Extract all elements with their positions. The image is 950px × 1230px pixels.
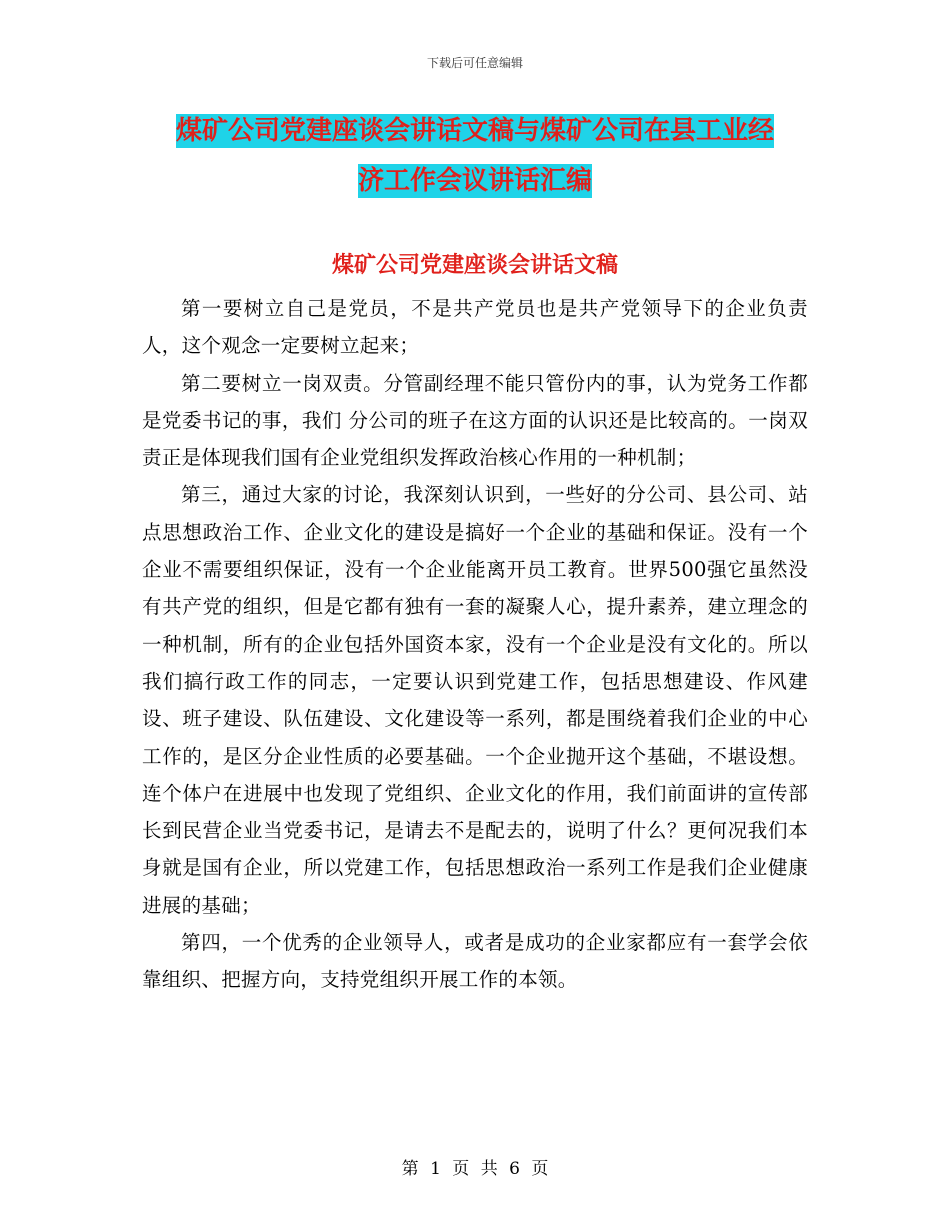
paragraph-3: 第三，通过大家的讨论，我深刻认识到，一些好的分公司、县公司、站点思想政治工作、企业文化的建设是搞好一个企业的基础和保证。没有一个企业不需要组织保证，没有一个企业能离开员工教育。世界500强它虽然没有共产党的组织，但是它都有独有一套的凝聚人心，提升素养，建立理念的一种机制，所有的企业包括外国资本家，没有一个企业是没有文化的。所以我们搞行政工作的同志，一定要认识到党建工作，包括思想建设、作风建设、班子建设、队伍建设、文化建设等一系列，都是围绕着我们企业的中心工作的，是区分企业性质的必要基础。一个企业抛开这个基础，不堪设想。连个体户在进展中也发现了党组织、企业文化的作用，我们前面讲的宣传部长到民营企业当党委书记，是请去不是配去的，说明了什么？更何况我们本身就是国有企业，所以党建工作，包括思想政治一系列工作是我们企业健康进展的基础；	[142, 483, 808, 917]
document-title	[140, 106, 810, 206]
section-title: 煤矿公司党建座谈会讲话文稿	[331, 253, 618, 278]
header-note: 下载后可任意编辑	[426, 56, 523, 70]
paragraph-4: 第四，一个优秀的企业领导人，或者是成功的企业家都应有一套学会依靠组织、把握方向，支持党组织开展工作的本领。	[142, 931, 808, 992]
body-text	[142, 290, 808, 999]
paragraph-1: 第一要树立自己是党员，不是共产党员也是共产党领导下的企业负责人，这个观念一定要树立起来；	[142, 297, 808, 358]
page-footer: 第 1 页 共 6 页	[401, 1159, 549, 1179]
document-title-line-1: 煤矿公司党建座谈会讲话文稿与煤矿公司在县工业经	[175, 116, 774, 146]
document-title-line-2: 济工作会议讲话汇编	[357, 166, 592, 196]
paragraph-2: 第二要树立一岗双责。分管副经理不能只管份内的事，认为党务工作都是党委书记的事，我们 分公司的班子在这方面的认识还是比较高的。一岗双责正是体现我们国有企业党组织发挥政治核心作用的一种机制；	[142, 371, 808, 470]
